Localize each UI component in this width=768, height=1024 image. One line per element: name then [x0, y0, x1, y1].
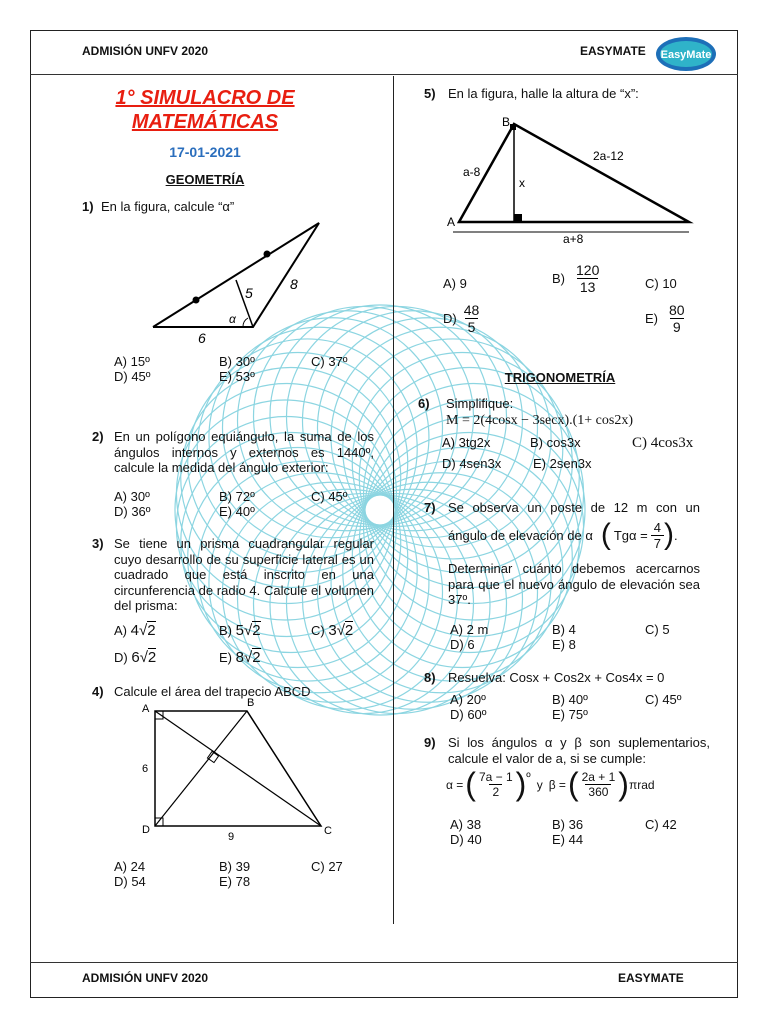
q1-label-6: 6 — [198, 330, 206, 345]
q7-number: 7) — [424, 500, 436, 515]
q4-label-9: 9 — [228, 831, 235, 843]
q4-label-c: C — [324, 825, 332, 837]
q1-option-e[interactable]: E) 53º — [219, 369, 255, 384]
exam-date: 17-01-2021 — [169, 144, 241, 160]
q6-number: 6) — [418, 396, 430, 411]
footer-divider — [30, 962, 738, 963]
q2-option-d[interactable]: D) 36º — [114, 504, 151, 519]
q7-option-e[interactable]: E) 8 — [552, 637, 576, 652]
q2-number: 2) — [92, 429, 104, 444]
q4-option-a[interactable]: A) 24 — [114, 859, 146, 874]
q6-option-a[interactable]: A) 3tg2x — [442, 435, 491, 450]
q5-label-base: a+8 — [563, 232, 584, 246]
q5-label-right-side: 2a-12 — [593, 149, 624, 163]
q4-label-a: A — [142, 703, 150, 715]
header-right: EASYMATE — [580, 44, 646, 58]
q5-number: 5) — [424, 86, 436, 101]
q9-option-a[interactable]: A) 38 — [450, 817, 482, 832]
q5-label-a: A — [447, 215, 456, 229]
logo-text: EasyMate — [660, 49, 712, 61]
q5-triangle-figure — [443, 112, 703, 247]
q4-option-b[interactable]: B) 39 — [219, 859, 251, 874]
q6-text: Simplifique: — [446, 396, 514, 411]
q8-number: 8) — [424, 670, 436, 685]
section-geometry: GEOMETRÍA — [165, 172, 245, 187]
q7-option-c[interactable]: C) 5 — [645, 622, 670, 637]
q6-expression: M = 2(4cosx − 3secx).(1+ cos2x) — [446, 413, 633, 428]
q5-text: En la figura, halle la altura de “x”: — [448, 86, 639, 101]
q5-label-left-side: a-8 — [463, 165, 481, 179]
q4-trapezoid-figure — [135, 696, 340, 844]
q1-option-a[interactable]: A) 15º — [114, 354, 150, 369]
q5-option-c[interactable]: C) 10 — [645, 276, 677, 291]
q2-text: En un polígono equiángulo, la suma de los ángulos internos y externos es 1440º, calcule la medida del ángulo exterior: — [114, 429, 374, 475]
header-left: ADMISIÓN UNFV 2020 — [82, 44, 209, 58]
q3-number: 3) — [92, 536, 104, 551]
q9-text: Si los ángulos α y β son suplementarios, calcule el valor de a, si se cumple: — [448, 735, 710, 766]
q4-label-b: B — [247, 697, 255, 709]
q4-label-d: D — [142, 824, 150, 836]
q1-option-d[interactable]: D) 45º — [114, 369, 151, 384]
q1-option-b[interactable]: B) 30º — [219, 354, 255, 369]
q2-option-b[interactable]: B) 72º — [219, 489, 255, 504]
q1-label-8: 8 — [290, 276, 298, 292]
q4-option-c[interactable]: C) 27 — [311, 859, 343, 874]
q3-option-c[interactable]: C) 3√2 — [311, 622, 354, 639]
easymate-logo — [655, 36, 717, 72]
q5-option-a[interactable]: A) 9 — [443, 276, 467, 291]
header-divider — [30, 74, 738, 75]
q7-option-a[interactable]: A) 2 m — [450, 622, 489, 637]
q9-number: 9) — [424, 735, 436, 750]
q6-option-c[interactable]: C) 4cos3x — [632, 435, 694, 451]
q3-option-e[interactable]: E) 8√2 — [219, 649, 261, 666]
q7-option-d[interactable]: D) 6 — [450, 637, 475, 652]
section-trigonometry: TRIGONOMETRÍA — [504, 370, 616, 385]
q4-option-e[interactable]: E) 78 — [219, 874, 251, 889]
q5-label-b: B — [502, 115, 511, 129]
q9-equations: α = ( 7a − 1 2 ) º y β = ( 2a + 1 360 ) πrad — [446, 766, 655, 802]
q1-number: 1) — [82, 199, 94, 214]
q2-option-c[interactable]: C) 45º — [311, 489, 348, 504]
q9-option-e[interactable]: E) 44 — [552, 832, 584, 847]
q7-option-b[interactable]: B) 4 — [552, 622, 576, 637]
q9-option-d[interactable]: D) 40 — [450, 832, 482, 847]
footer-right: EASYMATE — [618, 971, 684, 985]
q7-text-line2: ángulo de elevación de α ( Tgα = $\frac{4}{7}$ ) . — [448, 518, 678, 551]
page-title-line2: MATEMÁTICAS — [131, 111, 279, 133]
q5-option-d[interactable]: D) 48 5 — [443, 302, 480, 335]
q8-text: Resuelva: Cosx + Cos2x + Cos4x = 0 — [448, 670, 665, 685]
q6-option-d[interactable]: D) 4sen3x — [442, 456, 502, 471]
q8-option-e[interactable]: E) 75º — [552, 707, 588, 722]
q3-option-a[interactable]: A) 4√2 — [114, 622, 156, 639]
q4-number: 4) — [92, 684, 104, 699]
q4-option-d[interactable]: D) 54 — [114, 874, 146, 889]
q1-text: En la figura, calcule “α” — [101, 199, 235, 214]
q8-option-c[interactable]: C) 45º — [645, 692, 682, 707]
q1-option-c[interactable]: C) 37º — [311, 354, 348, 369]
q8-option-b[interactable]: B) 40º — [552, 692, 588, 707]
q5-option-b[interactable]: B) 120 13 — [552, 262, 600, 295]
q2-option-e[interactable]: E) 40º — [219, 504, 255, 519]
q1-label-5: 5 — [245, 285, 253, 301]
q9-option-b[interactable]: B) 36 — [552, 817, 584, 832]
q4-text: Calcule el área del trapecio ABCD — [114, 684, 311, 699]
q8-option-d[interactable]: D) 60º — [450, 707, 487, 722]
q3-text: Se tiene un prisma cuadrangular regular cuyo desarrollo de su superficie lateral es un cuadrado que está inscrito en una circunferencia de radio 4. Calcule el volumen del prisma: — [114, 536, 374, 613]
q2-option-a[interactable]: A) 30º — [114, 489, 150, 504]
column-divider — [393, 76, 394, 924]
q9-option-c[interactable]: C) 42 — [645, 817, 677, 832]
q5-option-e[interactable]: E) 80 9 — [645, 302, 685, 335]
footer-left: ADMISIÓN UNFV 2020 — [82, 971, 209, 985]
q4-label-6: 6 — [142, 763, 149, 775]
q8-option-a[interactable]: A) 20º — [450, 692, 486, 707]
q1-alpha-label: α — [229, 312, 236, 326]
q3-option-d[interactable]: D) 6√2 — [114, 649, 157, 666]
q1-figure — [145, 215, 335, 345]
page-title-line1: 1° SIMULACRO DE — [115, 87, 295, 109]
q7-text-line3: Determinar cuánto debemos acercarnos para que el nuevo ángulo de elevación sea 37º. — [448, 561, 700, 607]
q6-option-b[interactable]: B) cos3x — [530, 435, 581, 450]
q7-text-line1: Se observa un poste de 12 m con un — [448, 500, 700, 515]
q6-option-e[interactable]: E) 2sen3x — [533, 456, 592, 471]
q5-label-x: x — [519, 176, 525, 190]
q3-option-b[interactable]: B) 5√2 — [219, 622, 261, 639]
